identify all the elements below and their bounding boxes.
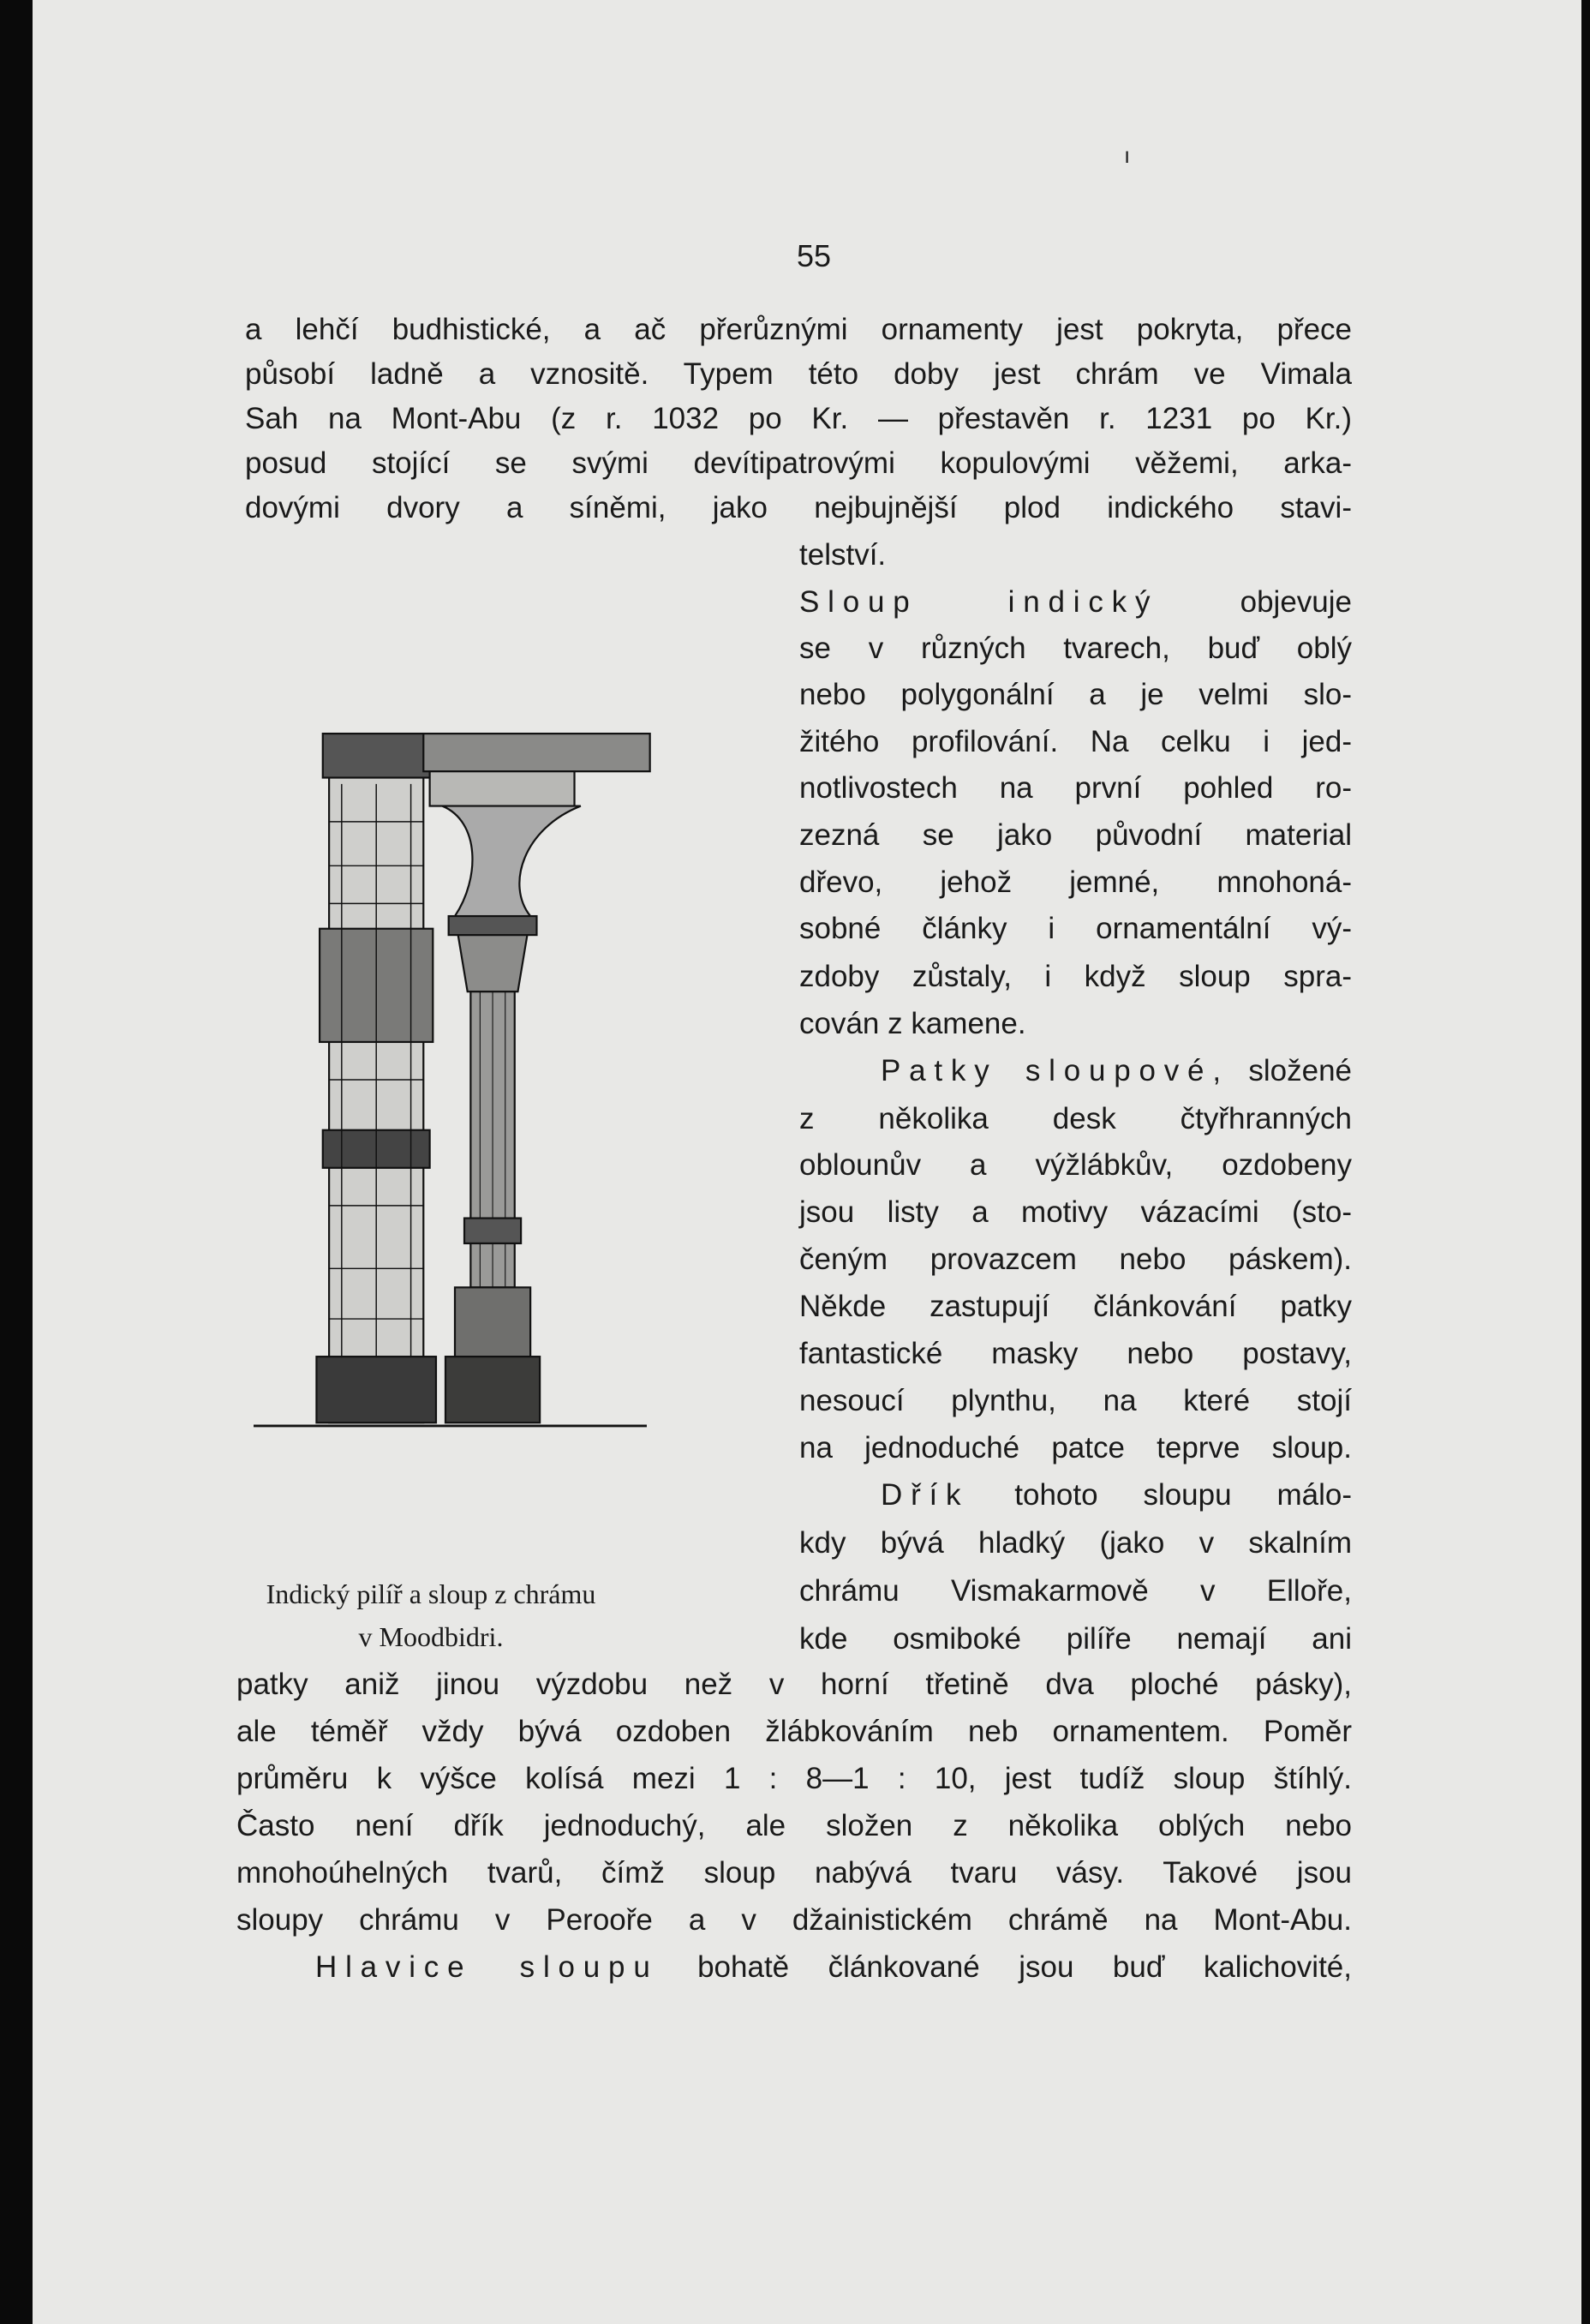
paragraph-lead-drik: [881, 1478, 1352, 1512]
plinth: [445, 1357, 540, 1423]
text-line: a lehčí budhistické, a ač přerůznými ornamenty jest pokryta, přece: [245, 313, 1352, 346]
text-line: Často není dřík jednoduchý, ale složen z několika oblých nebo: [236, 1809, 1352, 1842]
top-mark: ı: [1124, 142, 1131, 168]
text-line: sobné články i ornamentální vý-: [799, 912, 1352, 945]
column-base: [455, 1287, 530, 1357]
paragraph-lead-hlavice: [315, 1950, 1352, 1985]
text-line: nebo polygonální a je velmi slo-: [799, 678, 1352, 711]
text-line: jsou listy a motivy vázacími (sto-: [799, 1195, 1352, 1229]
text-line: žitého profilování. Na celku i jed-: [799, 725, 1352, 758]
text-line: kdy bývá hladký (jako v skalním: [799, 1526, 1352, 1560]
text-line: ale téměř vždy bývá ozdoben žlábkováním neb ornamentem. Poměr: [236, 1715, 1352, 1748]
text-line: dřevo, jehož jemné, mnohoná-: [799, 866, 1352, 899]
spaced-term: Dřík: [881, 1478, 970, 1512]
pillar-capital: [323, 734, 430, 777]
text-line: na jednoduché patce teprve sloup.: [799, 1431, 1352, 1464]
lead-rest: tohoto sloupu málo-: [1014, 1478, 1352, 1512]
text-line: oblounův a výžlábkův, ozdobeny: [799, 1148, 1352, 1182]
lead-rest: objevuje: [1240, 585, 1352, 619]
pillar-illustration: [254, 600, 656, 1560]
column-capital: [458, 935, 528, 991]
bracket-block: [430, 771, 575, 806]
pillar-base: [316, 1357, 436, 1423]
lead-rest: složené: [1248, 1054, 1352, 1087]
text-line: cován z kamene.: [799, 1007, 1026, 1040]
text-line: sloupy chrámu v Perooře a v džainistickém chrámě na Mont-Abu.: [236, 1903, 1352, 1937]
text-line: dovými dvory a síněmi, jako nejbujnější plod indického stavi-: [245, 491, 1352, 524]
text-line: Někde zastupují článkování patky: [799, 1290, 1352, 1323]
text-line: průměru k výšce kolísá mezi 1 : 8—1 : 10, jest tudíž sloup štíhlý.: [236, 1762, 1352, 1795]
spaced-term: Hlavice sloupu: [315, 1950, 659, 1984]
figure-caption-line2: v Moodbidri.: [358, 1621, 504, 1652]
column-band: [464, 1219, 521, 1243]
text-line: nesoucí plynthu, na které stojí: [799, 1384, 1352, 1417]
text-line: mnohoúhelných tvarů, čímž sloup nabývá tvaru vásy. Takové jsou: [236, 1856, 1352, 1890]
text-line: z několika desk čtyřhranných: [799, 1102, 1352, 1135]
spaced-term: Patky sloupové,: [881, 1054, 1229, 1087]
text-line: chrámu Vismakarmově v Elloře,: [799, 1574, 1352, 1608]
lead-rest: bohatě článkované jsou buď kalichovité,: [697, 1950, 1352, 1984]
text-line: zezná se jako původní material: [799, 818, 1352, 852]
text-line: patky aniž jinou výzdobu než v horní třetině dva ploché pásky),: [236, 1668, 1352, 1701]
figure-caption-line1: Indický pilíř a sloup z chrámu: [266, 1578, 596, 1609]
text-line: telství.: [799, 538, 887, 572]
text-line: Sah na Mont-Abu (z r. 1032 po Kr. — přestavěn r. 1231 po Kr.): [245, 402, 1352, 435]
bracket-curve: [442, 806, 581, 917]
book-page: [33, 0, 1581, 2324]
page-number: 55: [797, 238, 832, 273]
paragraph-lead-patky: [881, 1054, 1352, 1088]
entablature: [423, 734, 649, 771]
text-line: kde osmiboké pilíře nemají ani: [799, 1622, 1352, 1656]
abacus: [449, 916, 537, 935]
text-line: zdoby zůstaly, i když sloup spra-: [799, 960, 1352, 993]
text-line: fantastické masky nebo postavy,: [799, 1337, 1352, 1370]
text-line: posud stojící se svými devítipatrovými kopulovými věžemi, arka-: [245, 446, 1352, 480]
text-line: se v různých tvarech, buď oblý: [799, 632, 1352, 665]
text-line: působí ladně a vznositě. Typem této doby jest chrám ve Vimala: [245, 357, 1352, 391]
paragraph-lead-sloup: [799, 585, 1352, 620]
text-line: čeným provazcem nebo páskem).: [799, 1243, 1352, 1276]
spaced-term: Sloup indický: [799, 585, 1159, 619]
text-line: notlivostech na první pohled ro-: [799, 771, 1352, 805]
